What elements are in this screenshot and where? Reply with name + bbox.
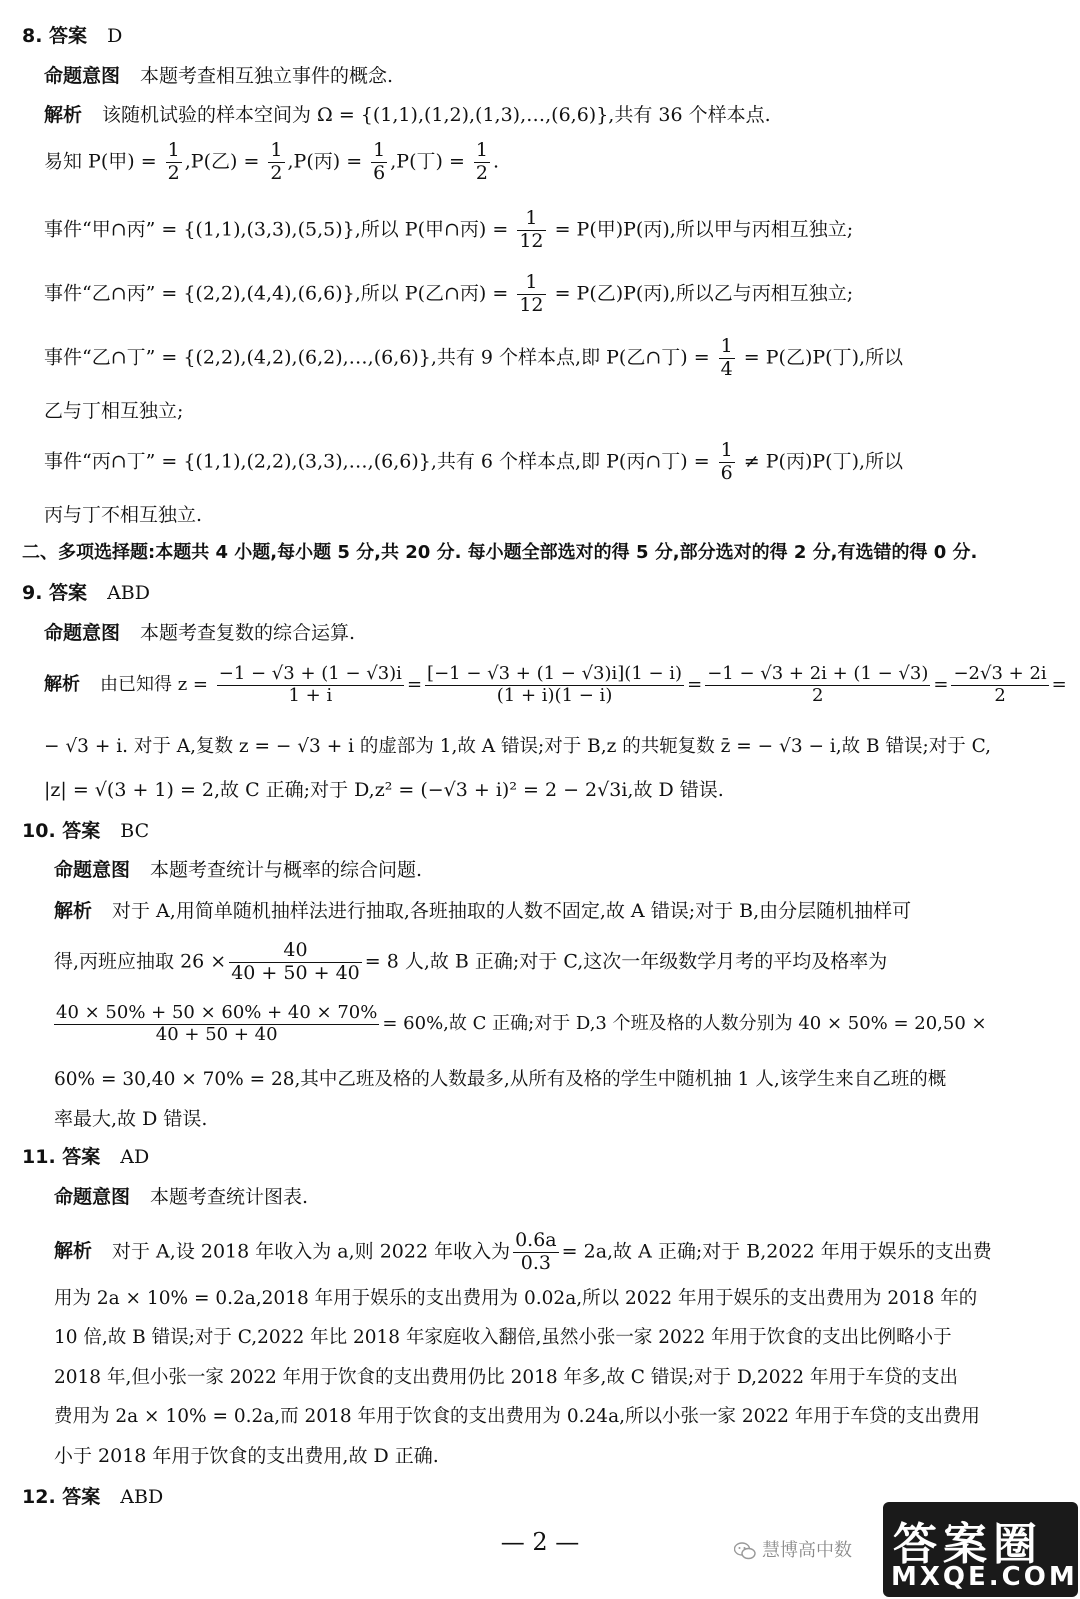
numerator: 40 [229,940,362,963]
q10-intent-text: 本题考查统计与概率的综合问题. [150,859,423,881]
q9-text-1: 由已知得 z = [100,674,214,696]
fraction [517,208,545,253]
q10-analysis-label: 解析 [54,900,93,922]
numerator: 1 [373,139,386,161]
fraction [54,1003,379,1045]
q8-l7-text: 事件“丙∩丁” = {(1,1),(2,2),(3,3),…,(6,6)},共有 6 个样本点,即 P(丙∩丁) = [44,450,716,473]
q11-line-3: 10 倍,故 B 错误;对于 C,2022 年比 2018 年家庭收入翻倍,虽然小张一家 2022 年用于饮食的支出比例略小于 [54,1327,952,1348]
q8-l2-text: ,P(丁) = [390,150,471,173]
denominator: 12 [519,293,544,316]
fraction [217,664,404,706]
numerator: [−1 − √3 + (1 − √3)i](1 − i) [427,663,683,684]
q12-label: 12. 答案 [22,1486,101,1508]
wechat-account-name: 慧博高中数 [762,1540,852,1561]
q10-label: 10. 答案 [22,820,101,842]
numerator: 1 [720,335,733,357]
q9-intent-text: 本题考查复数的综合运算. [140,622,356,644]
q8-line-6: 乙与丁相互独立; [44,400,184,422]
fraction [166,140,182,185]
numerator: 40 × 50% + 50 × 60% + 40 × 70% [56,1002,378,1023]
numerator: 1 [720,439,733,461]
q10-text-1: 对于 A,用简单随机抽样法进行抽取,各班抽取的人数不固定,故 A 错误;对于 B,由分层随机抽样可 [112,900,912,922]
fraction [474,140,490,185]
q10-analysis-line-1 [54,902,911,921]
denominator: 2 [270,161,283,184]
q9-analysis-line-1 [44,664,1067,706]
q11-answer: AD [120,1146,150,1168]
q12-answer: ABD [120,1486,164,1508]
q10-line-3 [54,1003,987,1045]
numerator: 1 [270,139,283,161]
q8-l5-text: 事件“乙∩丁” = {(2,2),(4,2),(6,2),…,(6,6)},共有 9 个样本点,即 P(乙∩丁) = [44,346,716,369]
q8-answer: D [107,25,123,47]
q10-intent [54,861,422,880]
denominator: 2 [994,684,1006,706]
q11-line-2: 用为 2a × 10% = 0.2a,2018 年用于娱乐的支出费用为 0.02a,所以 2022 年用于娱乐的支出费用为 2018 年的 [54,1288,978,1309]
q9-label: 9. 答案 [22,582,88,604]
equals: = [1051,674,1067,696]
denominator: 12 [519,229,544,252]
fraction [517,272,545,317]
q11-intent-label: 命题意图 [54,1186,131,1208]
q8-l7-text: ≠ P(丙)P(丁),所以 [737,450,904,473]
q9-heading [22,584,150,603]
q8-l2-text: 易知 P(甲) = [44,150,163,173]
page-number: — 2 — [500,1528,580,1556]
denominator: 2 [475,161,488,184]
q9-intent [44,624,355,643]
q11-label: 11. 答案 [22,1146,101,1168]
q8-l3-text: = P(甲)P(丙),所以甲与丙相互独立; [548,218,854,241]
q10-intent-label: 命题意图 [54,859,131,881]
logo-bottom-text: MXQE.COM [891,1562,1078,1592]
q8-l2-text: ,P(乙) = [184,150,266,173]
q11-intent [54,1188,308,1207]
q11-intent-text: 本题考查统计图表. [150,1186,309,1208]
q8-analysis-label: 解析 [44,104,83,126]
wechat-icon [734,1542,756,1560]
q10-line-5: 率最大,故 D 错误. [54,1108,208,1130]
q8-l2-text: ,P(丙) = [287,150,369,173]
fraction [268,140,284,185]
denominator: 2 [167,161,180,184]
q8-l4-text: 事件“乙∩丙” = {(2,2),(4,4),(6,6)},所以 P(乙∩丙) = [44,282,515,305]
numerator: −1 − √3 + (1 − √3)i [218,663,402,684]
q8-line-3 [44,208,853,253]
q9-line-3: |z| = √(3 + 1) = 2,故 C 正确;对于 D,z² = (−√3 + i)² = 2 − 2√3i,故 D 错误. [44,779,724,801]
denominator: 6 [373,161,386,184]
q8-line-4 [44,272,853,317]
q11-heading [22,1148,149,1167]
q9-intent-label: 命题意图 [44,622,121,644]
logo-top-text: 答案圈 [893,1519,1043,1570]
q9-line-2: − √3 + i. 对于 A,复数 z = − √3 + i 的虚部为 1,故 A 错误;对于 B,z 的共轭复数 z̄ = − √3 − i,故 B 错误;对于 C, [44,736,991,757]
q8-intent-label: 命题意图 [44,65,121,87]
q10-answer: BC [120,820,150,842]
q8-l4-text: = P(乙)P(丙),所以乙与丙相互独立; [548,282,854,305]
denominator: 1 + i [288,684,333,706]
q8-analysis-line-1 [44,106,771,125]
q10-l2-text: 得,丙班应抽取 26 × [54,950,227,973]
q11-analysis-label: 解析 [54,1240,93,1263]
q10-l3-text: = 60%,故 C 正确;对于 D,3 个班及格的人数分别为 40 × 50% = 20,50 × [382,1013,987,1035]
q10-line-4: 60% = 30,40 × 70% = 28,其中乙班及格的人数最多,从所有及格的学生中随机抽 1 人,该学生来自乙班的概 [54,1069,947,1090]
denominator: 4 [720,357,733,380]
numerator: 1 [475,139,488,161]
denominator: 0.3 [520,1251,551,1274]
q11-text-1b: = 2a,故 A 正确;对于 B,2022 年用于娱乐的支出费 [561,1240,992,1263]
wechat-watermark [734,1536,852,1562]
denominator: 6 [720,461,733,484]
denominator: (1 + i)(1 − i) [496,684,613,706]
q10-line-2 [54,940,887,985]
fraction [719,440,735,485]
fraction [951,664,1048,706]
section-2-heading: 二、多项选择题:本题共 4 小题,每小题 5 分,共 20 分. 每小题全部选对的得 5 分,部分选对的得 2 分,有选错的得 0 分. [22,542,978,563]
q8-l2-text: . [493,150,500,173]
q8-line-2 [44,140,499,185]
equals: = [933,674,949,696]
fraction [705,664,930,706]
fraction [229,940,362,985]
q8-line-7 [44,440,903,485]
q9-analysis-label: 解析 [44,674,80,696]
numerator: 0.6a [515,1229,557,1251]
numerator: 1 [517,208,545,231]
q8-line-5 [44,336,903,381]
q11-text-1a: 对于 A,设 2018 年收入为 a,则 2022 年收入为 [112,1240,511,1263]
q10-l2-text: = 8 人,故 B 正确;对于 C,这次一年级数学月考的平均及格率为 [364,950,888,973]
q8-l3-text: 事件“甲∩丙” = {(1,1),(3,3),(5,5)},所以 P(甲∩丙) = [44,218,515,241]
q8-l5-text: = P(乙)P(丁),所以 [737,346,904,369]
equals: = [406,674,423,696]
denominator: 40 + 50 + 40 [231,961,360,984]
q9-answer: ABD [107,582,150,604]
q11-analysis-line-1 [54,1230,992,1275]
fraction [371,140,387,185]
q8-line-8: 丙与丁不相互独立. [44,504,203,526]
denominator: 2 [812,684,824,706]
numerator: 1 [517,272,545,295]
numerator: 1 [167,139,180,161]
fraction [719,336,735,381]
q11-line-5: 费用为 2a × 10% = 0.2a,而 2018 年用于饮食的支出费用为 0.24a,所以小张一家 2022 年用于车贷的支出费用 [54,1406,980,1427]
q12-heading [22,1488,163,1507]
q11-line-6: 小于 2018 年用于饮食的支出费用,故 D 正确. [54,1445,439,1467]
site-logo [883,1502,1078,1597]
watermark [728,1500,1080,1599]
numerator: −2√3 + 2i [953,663,1047,684]
q10-heading [22,822,149,841]
q8-text-1: 该随机试验的样本空间为 Ω = {(1,1),(1,2),(1,3),…,(6,6)},共有 36 个样本点. [102,104,771,126]
q8-intent [44,67,393,86]
denominator: 40 + 50 + 40 [155,1023,278,1045]
equals: = [687,674,703,696]
q8-intent-text: 本题考查相互独立事件的概念. [140,65,394,87]
fraction [425,664,684,706]
q8-heading [22,27,122,46]
q8-label: 8. 答案 [22,25,88,47]
fraction [513,1230,559,1275]
q11-line-4: 2018 年,但小张一家 2022 年用于饮食的支出费用仍比 2018 年多,故 C 错误;对于 D,2022 年用于车贷的支出 [54,1367,958,1388]
numerator: −1 − √3 + 2i + (1 − √3) [707,663,929,684]
